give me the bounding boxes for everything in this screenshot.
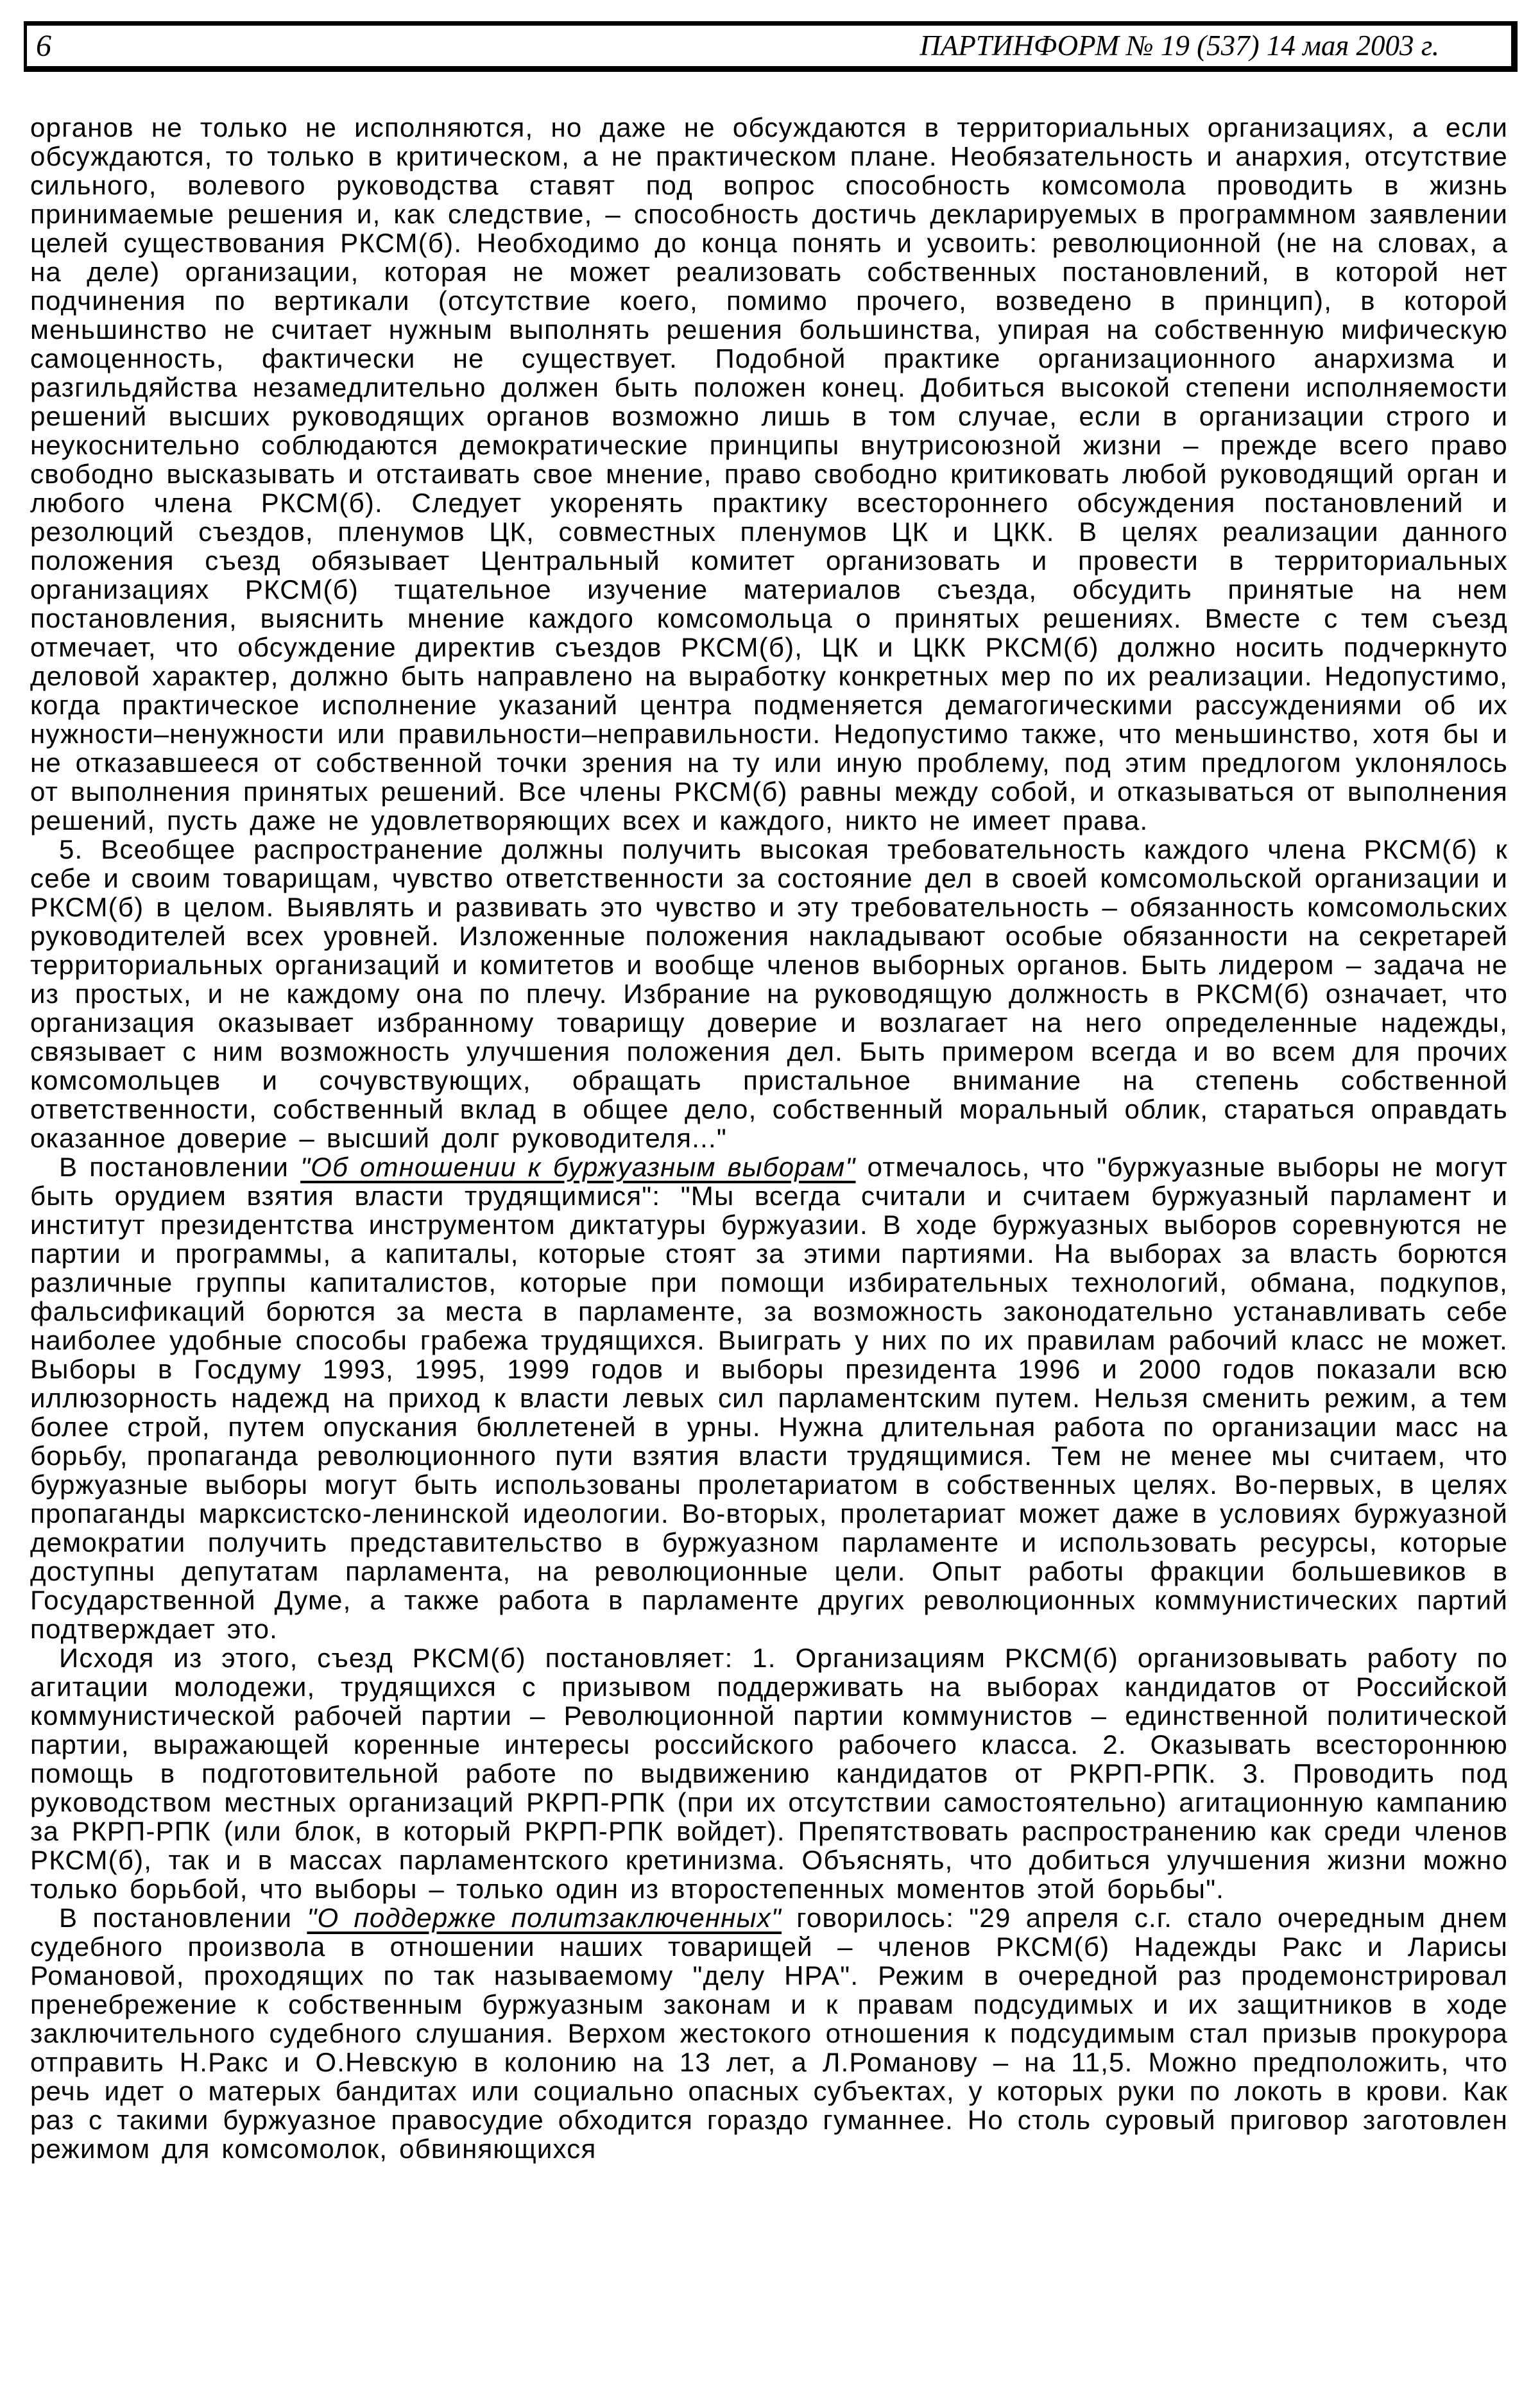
paragraph: 5. Всеобщее распространение должны получить высокая требовательность каждого члена РКСМ(б) к себе и своим товарищам, чувство ответственности за состояние дел в своей комсомольской организации и РКСМ(б) в целом. Выявлять и развивать это чувство и эту требовательность – обязанность комсомольских руководителей всех уровней. Изложенные положения накладывают особые обязанности на секретарей территориальных организаций и комитетов и вообще членов выборных органов. Быть лидером – задача не из простых, и не каждому она по плечу. Избрание на руководящую должность в РКСМ(б) означает, что организация оказывает избранному товарищу доверие и возлагает на него определенные надежды, связывает с ним возможность улучшения положения дел. Быть примером всегда и во всем для прочих комсомольцев и сочувствующих, обращать пристальное внимание на степень собственной ответственности, собственный вклад в общее дело, собственный моральный облик, стараться оправдать оказанное доверие – высший долг руководителя..." [30,834,1508,1153]
article-body [30,113,1508,2163]
resolution-title: "О поддержке политзаключенных" [307,1903,782,1933]
paragraph: В постановлении "О поддержке политзаключенных" говорилось: "29 апреля с.г. стало очередным днем судебного произвола в отношении наших товарищей – членов РКСМ(б) Надежды Ракс и Ларисы Романовой, проходящих по так называемому "делу НРА". Режим в очередной раз продемонстрировал пренебрежение к собственным буржуазным законам и к правам подсудимых и их защитников в ходе заключительного судебного слушания. Верхом жестокого отношения к подсудимым стал призыв прокурора отправить Н.Ракс и О.Невскую в колонию на 13 лет, а Л.Романову – на 11,5. Можно предположить, что речь идет о матерых бандитах или социально опасных субъектах, у которых руки по локоть в крови. Как раз с такими буржуазное правосудие обходится гораздо гуманнее. Но столь суровый приговор заготовлен режимом для комсомолок, обвиняющихся [30,1903,1508,2164]
page-header-box [24,21,1518,72]
page-number: 6 [36,28,51,63]
paragraph: органов не только не исполняются, но даже не обсуждаются в территориальных организациях, а если обсуждаются, то только в критическом, а не практическом плане. Необязательность и анархия, отсутствие сильного, волевого руководства ставят под вопрос способность комсомола проводить в жизнь принимаемые решения и, как следствие, – способность достичь декларируемых в программном заявлении целей существования РКСМ(б). Необходимо до конца понять и усвоить: революционной (не на словах, а на деле) организации, которая не может реализовать собственных постановлений, в которой нет подчинения по вертикали (отсутствие коего, помимо прочего, возведено в принцип), в которой меньшинство не считает нужным выполнять решения большинства, упирая на собственную мифическую самоценность, фактически не существует. Подобной практике организационного анархизма и разгильдяйства незамедлительно должен быть положен конец. Добиться высокой степени исполняемости решений высших руководящих органов возможно лишь в том случае, если в организации строго и неукоснительно соблюдаются демократические принципы внутрисоюзной жизни – прежде всего право свободно высказывать и отстаивать свое мнение, право свободно критиковать любой руководящий орган и любого члена РКСМ(б). Следует укоренять практику всестороннего обсуждения постановлений и резолюций съездов, пленумов ЦК, совместных пленумов ЦК и ЦКК. В целях реализации данного положения съезд обязывает Центральный комитет организовать и провести в территориальных организациях РКСМ(б) тщательное изучение материалов съезда, обсудить принятые на нем постановления, выяснить мнение каждого комсомольца о принятых решениях. Вместе с тем съезд отмечает, что обсуждение директив съездов РКСМ(б), ЦК и ЦКК РКСМ(б) должно носить подчеркнуто деловой характер, должно быть направлено на выработку конкретных мер по их реализации. Недопустимо, когда практическое исполнение указаний центра подменяется демагогическими рассуждениями об их нужности–ненужности или правильности–неправильности. Недопустимо также, что меньшинство, хотя бы и не отказавшееся от собственной точки зрения на ту или иную проблему, под этим предлогом уклонялось от выполнения принятых решений. Все члены РКСМ(б) равны между собой, и отказываться от выполнения решений, пусть даже не удовлетворяющих всех и каждого, никто не имеет права. [30,112,1508,835]
resolution-title: "Об отношении к буржуазным выборам" [300,1152,856,1182]
paragraph: В постановлении "Об отношении к буржуазным выборам" отмечалось, что "буржуазные выборы не могут быть орудием взятия власти трудящимися": "Мы всегда считали и считаем буржуазный парламент и институт президентства инструментом диктатуры буржуазии. В ходе буржуазных выборов соревнуются не партии и программы, а капиталы, которые стоят за этими партиями. На выборах за власть борются различные группы капиталистов, которые при помощи избирательных технологий, обмана, подкупов, фальсификаций борются за места в парламенте, за возможность законодательно устанавливать себе наиболее удобные способы грабежа трудящихся. Выиграть у них по их правилам рабочий класс не может. Выборы в Госдуму 1993, 1995, 1999 годов и выборы президента 1996 и 2000 годов показали всю иллюзорность надежд на приход к власти левых сил парламентским путем. Нельзя сменить режим, а тем более строй, путем опускания бюллетеней в урны. Нужна длительная работа по организации масс на борьбу, пропаганда революционного пути взятия власти трудящимися. Тем не менее мы считаем, что буржуазные выборы могут быть использованы пролетариатом в собственных целях. Во-первых, в целях пропаганды марксистско-ленинской идеологии. Во-вторых, пролетариат может даже в условиях буржуазной демократии получить представительство в буржуазном парламенте и использовать ресурсы, которые доступны депутатам парламента, на революционные цели. Опыт работы фракции большевиков в Государственной Думе, а также работа в парламенте других революционных коммунистических партий подтверждает это. [30,1152,1508,1644]
newsletter-title: ПАРТИНФОРМ № 19 (537) 14 мая 2003 г. [920,30,1439,62]
paragraph: Исходя из этого, съезд РКСМ(б) постановляет: 1. Организациям РКСМ(б) организовывать работу по агитации молодежи, трудящихся с призывом поддерживать на выборах кандидатов от Российской коммунистической рабочей партии – Революционной партии коммунистов – единственной политической партии, выражающей коренные интересы российского рабочего класса. 2. Оказывать всестороннюю помощь в подготовительной работе по выдвижению кандидатов от РКРП-РПК. 3. Проводить под руководством местных организаций РКРП-РПК (при их отсутствии самостоятельно) агитационную кампанию за РКРП-РПК (или блок, в который РКРП-РПК войдет). Препятствовать распространению как среди членов РКСМ(б), так и в массах парламентского кретинизма. Объяснять, что добиться улучшения жизни можно только борьбой, что выборы – только один из второстепенных моментов этой борьбы". [30,1643,1508,1904]
